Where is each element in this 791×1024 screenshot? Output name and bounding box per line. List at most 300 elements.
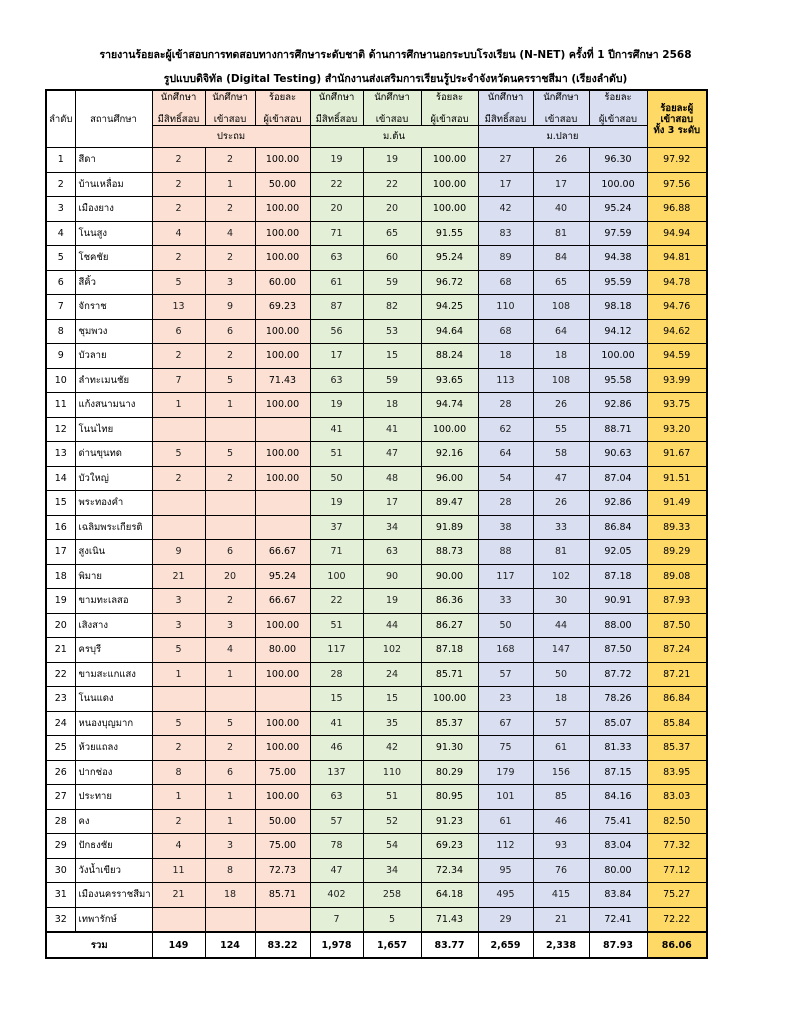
cell-p-r: 60.00	[255, 270, 310, 295]
cell-p-r: 100.00	[255, 319, 310, 344]
cell-total: 86.84	[647, 687, 707, 712]
cell-p-e	[152, 907, 205, 932]
table-row	[46, 662, 707, 687]
cell-name: พิมาย	[75, 564, 152, 589]
cell-u-t: 81	[533, 221, 589, 246]
cell-s-t: 59	[363, 368, 421, 393]
table-row	[46, 221, 707, 246]
header-lower-pct: ร้อยละ ผู้เข้าสอบ	[421, 90, 478, 126]
cell-no: 26	[46, 760, 75, 785]
cell-u-r: 87.15	[589, 760, 647, 785]
cell-no: 18	[46, 564, 75, 589]
cell-name: หนองบุญมาก	[75, 711, 152, 736]
cell-s-e: 41	[310, 417, 363, 442]
cell-u-t: 47	[533, 466, 589, 491]
cell-u-t: 58	[533, 442, 589, 467]
cell-no: 11	[46, 393, 75, 418]
cell-s-t: 18	[363, 393, 421, 418]
cell-name: โนนแดง	[75, 687, 152, 712]
cell-name: ปากช่อง	[75, 760, 152, 785]
cell-no: 9	[46, 344, 75, 369]
cell-p-e: 5	[152, 638, 205, 663]
cell-s-r: 100.00	[421, 687, 478, 712]
cell-name: โนนสูง	[75, 221, 152, 246]
cell-u-e: 61	[478, 809, 533, 834]
cell-u-r: 86.84	[589, 515, 647, 540]
cell-u-e: 68	[478, 319, 533, 344]
cell-p-t: 5	[205, 368, 255, 393]
table-row	[46, 442, 707, 467]
cell-total: 94.59	[647, 344, 707, 369]
cell-u-r: 100.00	[589, 344, 647, 369]
cell-p-r: 100.00	[255, 711, 310, 736]
cell-u-t: 26	[533, 491, 589, 516]
cell-s-r: 69.23	[421, 834, 478, 859]
cell-s-r: 95.24	[421, 246, 478, 271]
cell-no: 19	[46, 589, 75, 614]
cell-p-r: 66.67	[255, 589, 310, 614]
cell-u-t: 26	[533, 148, 589, 173]
cell-s-e: 137	[310, 760, 363, 785]
cell-s-e: 61	[310, 270, 363, 295]
cell-p-e: 7	[152, 368, 205, 393]
table-row	[46, 736, 707, 761]
cell-p-r: 100.00	[255, 344, 310, 369]
cell-no: 23	[46, 687, 75, 712]
cell-s-r: 96.72	[421, 270, 478, 295]
cell-u-r: 83.84	[589, 883, 647, 908]
table-row	[46, 809, 707, 834]
cell-name: ชุมพวง	[75, 319, 152, 344]
cell-u-t: 61	[533, 736, 589, 761]
cell-total: 91.67	[647, 442, 707, 467]
cell-s-e: 78	[310, 834, 363, 859]
table-row	[46, 246, 707, 271]
cell-no: 20	[46, 613, 75, 638]
cell-p-e: 2	[152, 809, 205, 834]
cell-p-t: 18	[205, 883, 255, 908]
cell-no: 3	[46, 197, 75, 222]
cell-p-t: 1	[205, 785, 255, 810]
cell-s-e: 402	[310, 883, 363, 908]
cell-name: พระทองคำ	[75, 491, 152, 516]
cell-name: ประทาย	[75, 785, 152, 810]
table-row	[46, 466, 707, 491]
cell-s-t: 59	[363, 270, 421, 295]
cell-u-e: 18	[478, 344, 533, 369]
cell-u-r: 85.07	[589, 711, 647, 736]
cell-total: 94.62	[647, 319, 707, 344]
cell-total: 72.22	[647, 907, 707, 932]
cell-p-e: 9	[152, 540, 205, 565]
table-row	[46, 148, 707, 173]
cell-s-e: 71	[310, 540, 363, 565]
total-p-e: 149	[152, 932, 205, 958]
cell-s-t: 53	[363, 319, 421, 344]
cell-s-t: 19	[363, 148, 421, 173]
cell-u-t: 40	[533, 197, 589, 222]
cell-no: 14	[46, 466, 75, 491]
cell-total: 93.99	[647, 368, 707, 393]
cell-u-e: 179	[478, 760, 533, 785]
cell-name: วังน้ำเขียว	[75, 858, 152, 883]
cell-s-e: 22	[310, 172, 363, 197]
cell-no: 21	[46, 638, 75, 663]
cell-total: 94.81	[647, 246, 707, 271]
cell-s-t: 63	[363, 540, 421, 565]
cell-p-t: 8	[205, 858, 255, 883]
header-upper-taken: นักศึกษา เข้าสอบ	[533, 90, 589, 126]
table-row	[46, 491, 707, 516]
cell-u-t: 108	[533, 295, 589, 320]
cell-s-r: 64.18	[421, 883, 478, 908]
cell-u-t: 76	[533, 858, 589, 883]
cell-p-r: 72.73	[255, 858, 310, 883]
cell-u-e: 83	[478, 221, 533, 246]
cell-no: 30	[46, 858, 75, 883]
cell-s-t: 35	[363, 711, 421, 736]
cell-name: ขามสะแกแสง	[75, 662, 152, 687]
cell-no: 32	[46, 907, 75, 932]
cell-s-e: 19	[310, 393, 363, 418]
table-row	[46, 295, 707, 320]
cell-u-t: 18	[533, 344, 589, 369]
cell-p-e: 1	[152, 785, 205, 810]
cell-no: 8	[46, 319, 75, 344]
cell-s-t: 44	[363, 613, 421, 638]
cell-name: แก้งสนามนาง	[75, 393, 152, 418]
cell-s-e: 63	[310, 368, 363, 393]
cell-name: เทพารักษ์	[75, 907, 152, 932]
cell-s-r: 85.71	[421, 662, 478, 687]
cell-total: 83.95	[647, 760, 707, 785]
cell-total: 75.27	[647, 883, 707, 908]
cell-u-t: 55	[533, 417, 589, 442]
cell-p-t: 5	[205, 442, 255, 467]
cell-s-t: 34	[363, 858, 421, 883]
cell-u-t: 93	[533, 834, 589, 859]
cell-p-r: 71.43	[255, 368, 310, 393]
cell-p-r: 100.00	[255, 662, 310, 687]
cell-s-t: 65	[363, 221, 421, 246]
cell-p-t: 2	[205, 466, 255, 491]
cell-name: จักราช	[75, 295, 152, 320]
cell-p-e: 5	[152, 442, 205, 467]
report-title: รายงานร้อยละผู้เข้าสอบการทดสอบทางการศึกษาระดับชาติ ด้านการศึกษานอกระบบโรงเรียน (N-NET) ครั้งที่ 1 ปีการศึกษา 2568	[99, 49, 692, 61]
cell-name: ด่านขุนทด	[75, 442, 152, 467]
cell-u-t: 18	[533, 687, 589, 712]
cell-p-t: 3	[205, 270, 255, 295]
cell-u-t: 102	[533, 564, 589, 589]
cell-u-r: 95.58	[589, 368, 647, 393]
cell-p-t	[205, 491, 255, 516]
cell-p-e: 11	[152, 858, 205, 883]
cell-u-e: 112	[478, 834, 533, 859]
cell-s-r: 100.00	[421, 148, 478, 173]
cell-total: 87.21	[647, 662, 707, 687]
cell-total: 85.84	[647, 711, 707, 736]
cell-u-e: 89	[478, 246, 533, 271]
cell-s-t: 15	[363, 687, 421, 712]
cell-name: โนนไทย	[75, 417, 152, 442]
cell-p-e: 21	[152, 564, 205, 589]
cell-p-e: 3	[152, 589, 205, 614]
header-primary-pct: ร้อยละ ผู้เข้าสอบ	[255, 90, 310, 126]
table-row	[46, 785, 707, 810]
cell-p-t: 1	[205, 662, 255, 687]
cell-u-r: 90.63	[589, 442, 647, 467]
cell-total: 82.50	[647, 809, 707, 834]
cell-no: 27	[46, 785, 75, 810]
cell-p-e	[152, 491, 205, 516]
cell-s-e: 19	[310, 148, 363, 173]
cell-p-t: 3	[205, 834, 255, 859]
cell-u-e: 495	[478, 883, 533, 908]
cell-s-t: 5	[363, 907, 421, 932]
cell-p-r: 75.00	[255, 834, 310, 859]
cell-u-t: 17	[533, 172, 589, 197]
cell-u-t: 147	[533, 638, 589, 663]
cell-s-t: 258	[363, 883, 421, 908]
cell-u-t: 21	[533, 907, 589, 932]
cell-s-r: 91.89	[421, 515, 478, 540]
cell-name: สีดา	[75, 148, 152, 173]
cell-p-t: 2	[205, 197, 255, 222]
cell-u-e: 28	[478, 393, 533, 418]
table-row	[46, 393, 707, 418]
cell-p-r: 50.00	[255, 172, 310, 197]
cell-total: 93.20	[647, 417, 707, 442]
total-s-r: 83.77	[421, 932, 478, 958]
cell-name: คง	[75, 809, 152, 834]
cell-s-r: 93.65	[421, 368, 478, 393]
cell-name: เฉลิมพระเกียรติ	[75, 515, 152, 540]
cell-u-r: 87.50	[589, 638, 647, 663]
cell-u-t: 64	[533, 319, 589, 344]
cell-total: 87.24	[647, 638, 707, 663]
cell-p-t: 20	[205, 564, 255, 589]
header-school: สถานศึกษา	[75, 90, 152, 148]
cell-no: 24	[46, 711, 75, 736]
cell-p-r: 100.00	[255, 613, 310, 638]
cell-name: เมืองยาง	[75, 197, 152, 222]
cell-u-r: 90.91	[589, 589, 647, 614]
cell-s-r: 86.27	[421, 613, 478, 638]
cell-s-r: 91.23	[421, 809, 478, 834]
cell-s-t: 52	[363, 809, 421, 834]
cell-p-t: 1	[205, 172, 255, 197]
cell-u-e: 54	[478, 466, 533, 491]
cell-s-r: 88.73	[421, 540, 478, 565]
cell-s-t: 24	[363, 662, 421, 687]
header-index: ลำดับ	[46, 90, 75, 148]
table-row	[46, 417, 707, 442]
cell-s-e: 7	[310, 907, 363, 932]
cell-no: 28	[46, 809, 75, 834]
cell-u-r: 72.41	[589, 907, 647, 932]
cell-no: 31	[46, 883, 75, 908]
cell-u-e: 29	[478, 907, 533, 932]
cell-no: 10	[46, 368, 75, 393]
cell-s-r: 80.95	[421, 785, 478, 810]
cell-s-r: 87.18	[421, 638, 478, 663]
cell-s-r: 94.74	[421, 393, 478, 418]
cell-u-r: 96.30	[589, 148, 647, 173]
cell-u-t: 26	[533, 393, 589, 418]
cell-p-r: 100.00	[255, 442, 310, 467]
table-row	[46, 760, 707, 785]
total-total: 86.06	[647, 932, 707, 958]
cell-u-e: 88	[478, 540, 533, 565]
cell-total: 85.37	[647, 736, 707, 761]
cell-s-e: 87	[310, 295, 363, 320]
header-upper-eligible: นักศึกษา มีสิทธิ์สอบ	[478, 90, 533, 126]
cell-p-r: 100.00	[255, 246, 310, 271]
cell-p-r	[255, 907, 310, 932]
total-u-t: 2,338	[533, 932, 589, 958]
cell-s-t: 51	[363, 785, 421, 810]
totals-label: รวม	[46, 932, 152, 958]
cell-p-e: 13	[152, 295, 205, 320]
header-primary-eligible: นักศึกษา มีสิทธิ์สอบ	[152, 90, 205, 126]
cell-p-t	[205, 515, 255, 540]
table-row	[46, 834, 707, 859]
cell-p-t: 4	[205, 638, 255, 663]
cell-p-r: 66.67	[255, 540, 310, 565]
cell-u-t: 50	[533, 662, 589, 687]
cell-total: 91.49	[647, 491, 707, 516]
cell-p-e: 4	[152, 221, 205, 246]
cell-s-r: 90.00	[421, 564, 478, 589]
cell-u-t: 44	[533, 613, 589, 638]
table-row	[46, 564, 707, 589]
cell-no: 16	[46, 515, 75, 540]
cell-u-e: 101	[478, 785, 533, 810]
cell-s-r: 96.00	[421, 466, 478, 491]
cell-u-r: 87.04	[589, 466, 647, 491]
cell-total: 97.56	[647, 172, 707, 197]
cell-p-t: 4	[205, 221, 255, 246]
cell-u-r: 98.18	[589, 295, 647, 320]
cell-s-t: 42	[363, 736, 421, 761]
cell-u-e: 68	[478, 270, 533, 295]
cell-total: 77.32	[647, 834, 707, 859]
cell-s-e: 28	[310, 662, 363, 687]
cell-u-e: 50	[478, 613, 533, 638]
cell-u-e: 27	[478, 148, 533, 173]
cell-p-r: 100.00	[255, 148, 310, 173]
cell-s-e: 100	[310, 564, 363, 589]
cell-no: 22	[46, 662, 75, 687]
cell-s-t: 19	[363, 589, 421, 614]
cell-s-e: 56	[310, 319, 363, 344]
cell-u-r: 95.24	[589, 197, 647, 222]
cell-total: 83.03	[647, 785, 707, 810]
cell-no: 13	[46, 442, 75, 467]
cell-total: 94.78	[647, 270, 707, 295]
cell-name: สีคิ้ว	[75, 270, 152, 295]
table-row	[46, 515, 707, 540]
cell-u-e: 17	[478, 172, 533, 197]
cell-u-r: 100.00	[589, 172, 647, 197]
cell-u-t: 30	[533, 589, 589, 614]
header-total-pct: ร้อยละผู้ เข้าสอบ ทั้ง 3 ระดับ	[647, 90, 707, 148]
cell-u-r: 95.59	[589, 270, 647, 295]
cell-s-e: 57	[310, 809, 363, 834]
cell-p-e: 2	[152, 246, 205, 271]
cell-s-t: 34	[363, 515, 421, 540]
cell-p-r: 100.00	[255, 466, 310, 491]
cell-s-e: 17	[310, 344, 363, 369]
cell-p-t	[205, 907, 255, 932]
cell-s-e: 46	[310, 736, 363, 761]
cell-s-e: 63	[310, 246, 363, 271]
cell-u-e: 168	[478, 638, 533, 663]
cell-name: ขามทะเลสอ	[75, 589, 152, 614]
cell-total: 87.93	[647, 589, 707, 614]
cell-s-r: 100.00	[421, 417, 478, 442]
cell-s-e: 117	[310, 638, 363, 663]
cell-p-r: 95.24	[255, 564, 310, 589]
cell-s-e: 20	[310, 197, 363, 222]
cell-p-e	[152, 687, 205, 712]
cell-name: สูงเนิน	[75, 540, 152, 565]
cell-p-e: 3	[152, 613, 205, 638]
cell-s-e: 51	[310, 442, 363, 467]
header-upper-pct: ร้อยละ ผู้เข้าสอบ	[589, 90, 647, 126]
cell-u-r: 87.18	[589, 564, 647, 589]
cell-s-e: 51	[310, 613, 363, 638]
cell-p-t	[205, 417, 255, 442]
cell-p-r: 100.00	[255, 393, 310, 418]
cell-s-t: 102	[363, 638, 421, 663]
cell-p-e	[152, 515, 205, 540]
cell-s-t: 54	[363, 834, 421, 859]
cell-p-r: 75.00	[255, 760, 310, 785]
cell-u-e: 117	[478, 564, 533, 589]
cell-no: 17	[46, 540, 75, 565]
cell-p-e: 6	[152, 319, 205, 344]
cell-s-t: 20	[363, 197, 421, 222]
cell-no: 1	[46, 148, 75, 173]
cell-u-r: 88.00	[589, 613, 647, 638]
cell-u-e: 113	[478, 368, 533, 393]
cell-p-r: 100.00	[255, 785, 310, 810]
cell-s-t: 22	[363, 172, 421, 197]
cell-s-r: 88.24	[421, 344, 478, 369]
cell-s-e: 50	[310, 466, 363, 491]
cell-u-e: 57	[478, 662, 533, 687]
cell-u-t: 33	[533, 515, 589, 540]
cell-no: 4	[46, 221, 75, 246]
cell-p-e: 2	[152, 197, 205, 222]
cell-s-r: 94.25	[421, 295, 478, 320]
cell-u-e: 23	[478, 687, 533, 712]
cell-s-r: 91.30	[421, 736, 478, 761]
cell-p-r: 50.00	[255, 809, 310, 834]
table-row	[46, 172, 707, 197]
results-table	[45, 89, 708, 959]
header-lower-eligible: นักศึกษา มีสิทธิ์สอบ	[310, 90, 363, 126]
cell-p-t: 6	[205, 319, 255, 344]
cell-s-r: 71.43	[421, 907, 478, 932]
cell-p-e: 2	[152, 172, 205, 197]
cell-total: 94.76	[647, 295, 707, 320]
cell-u-r: 92.86	[589, 491, 647, 516]
cell-u-e: 33	[478, 589, 533, 614]
table-row	[46, 270, 707, 295]
cell-u-e: 110	[478, 295, 533, 320]
